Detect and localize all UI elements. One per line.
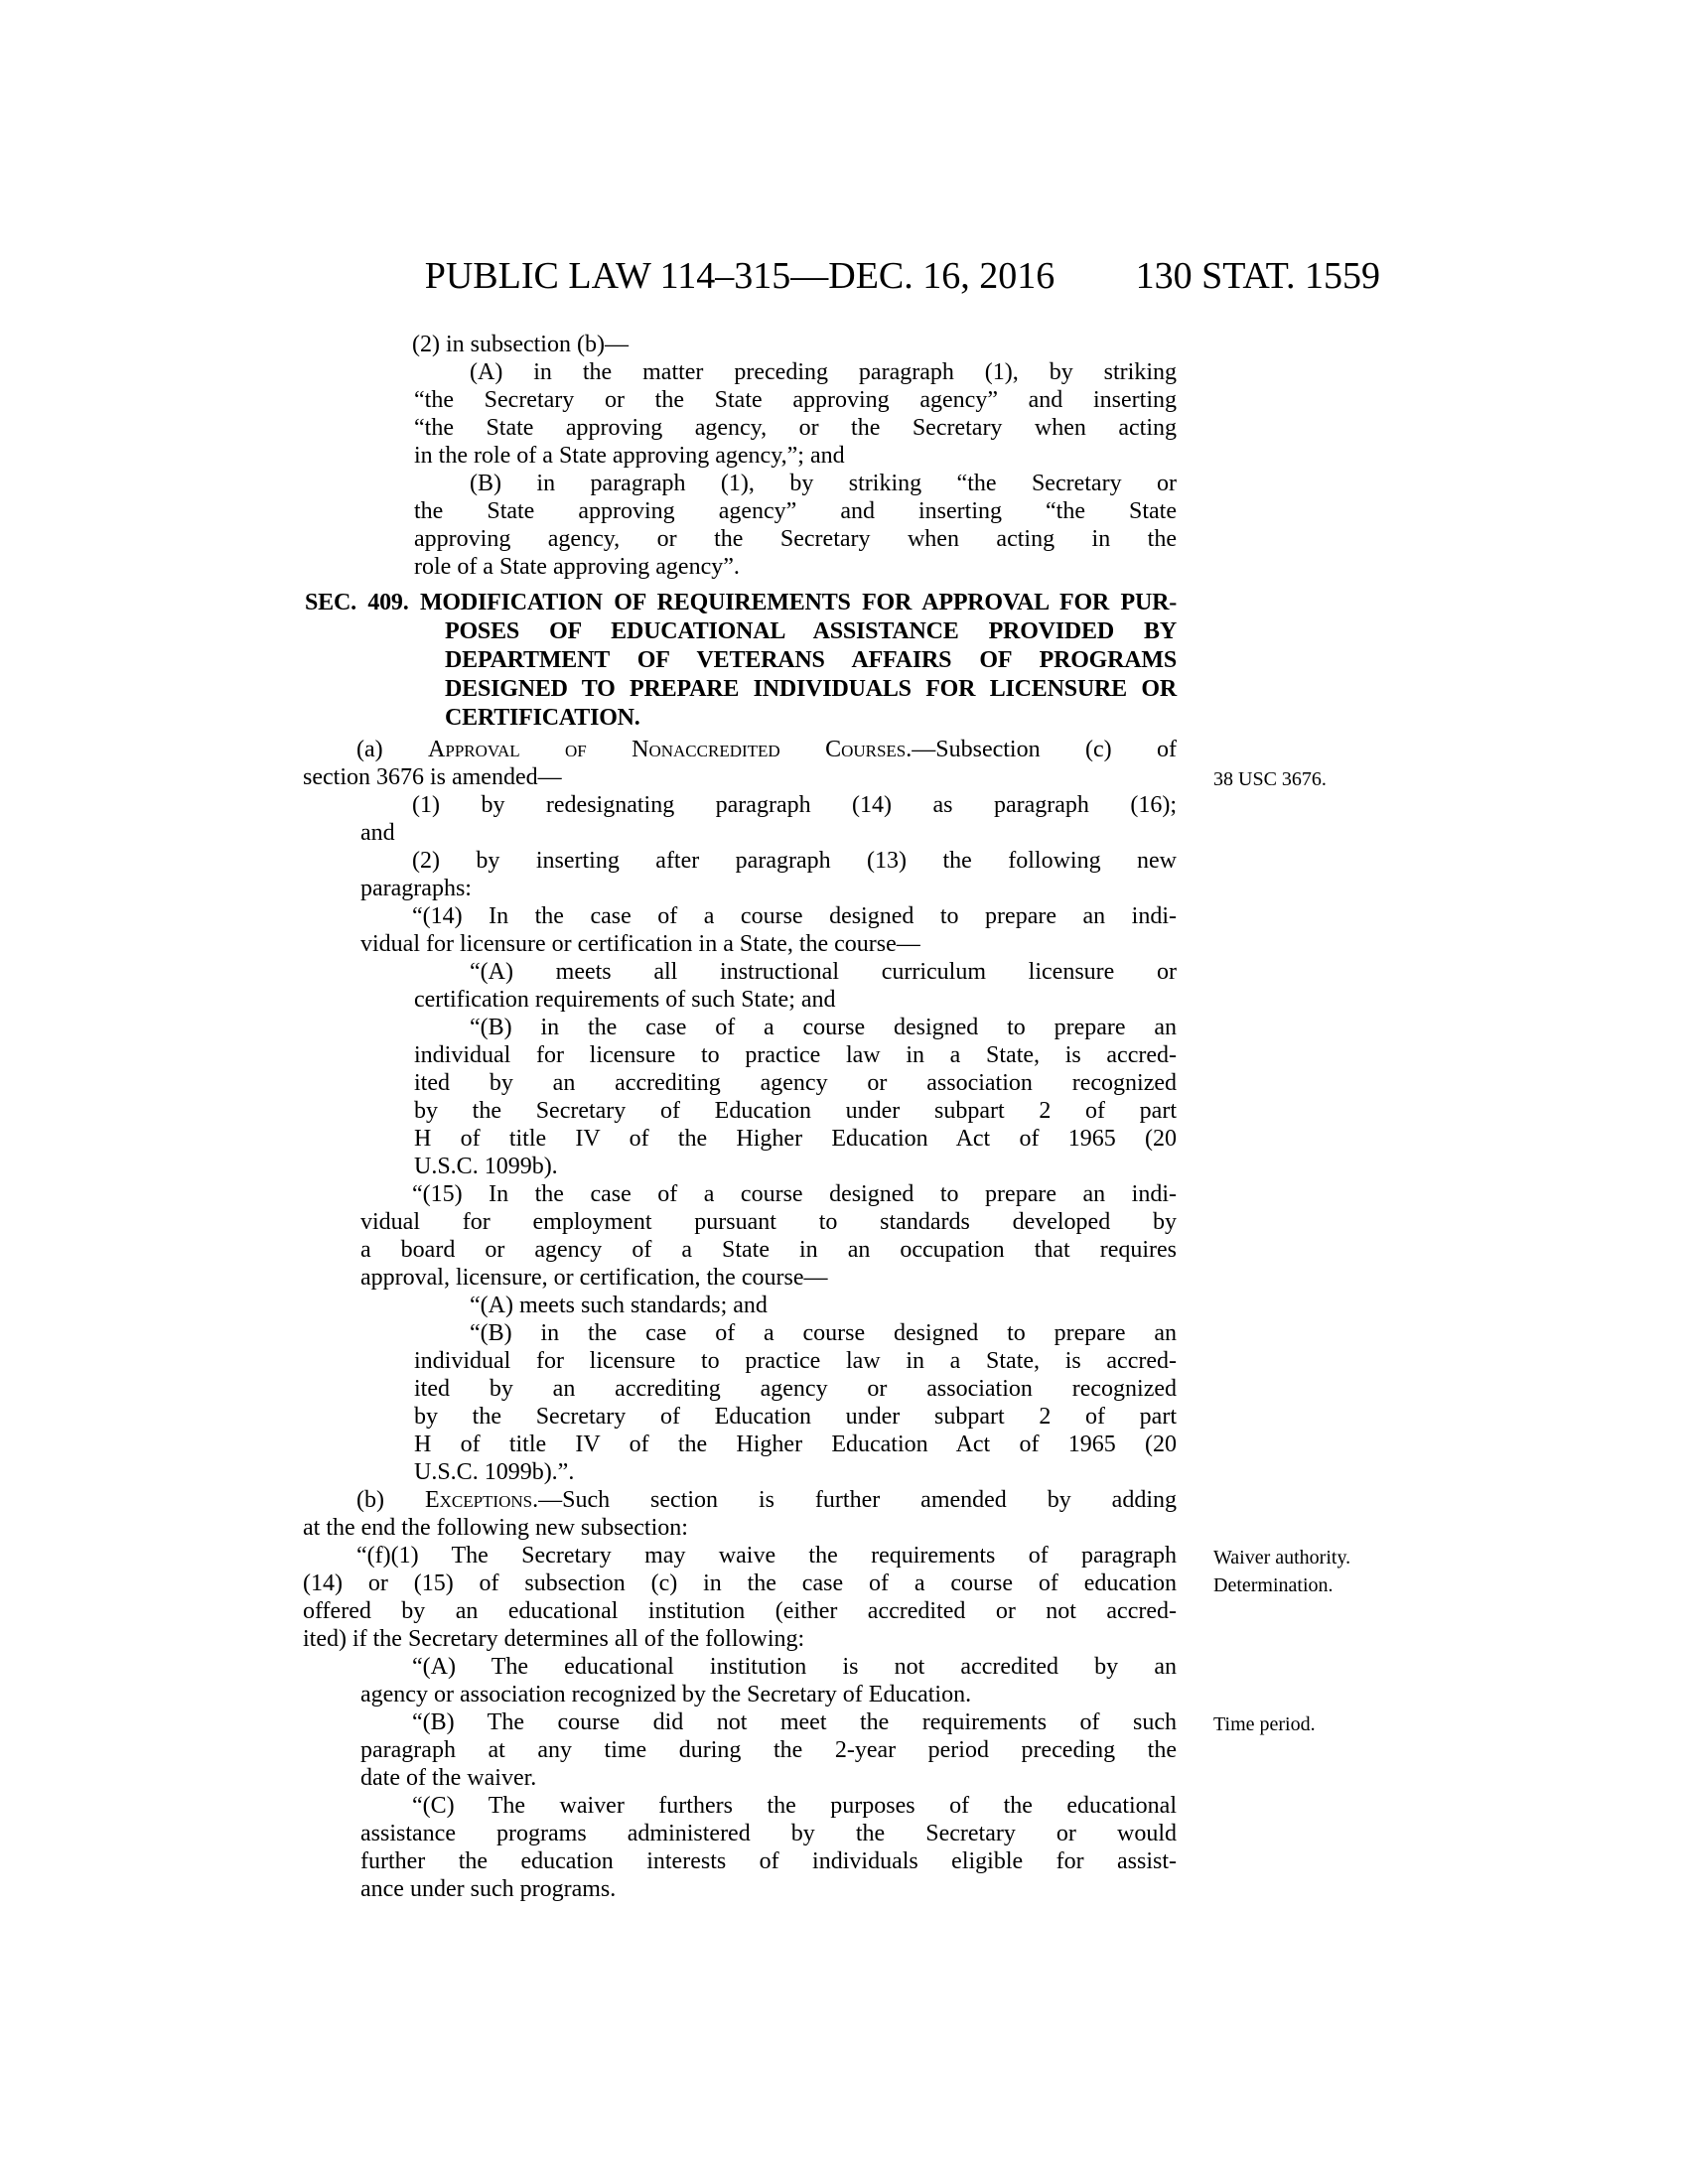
paragraph-subsec-a-2	[360, 847, 1177, 902]
margin-note-line: 38 USC 3676.	[1213, 768, 1327, 790]
text-line: SEC. 409. MODIFICATION OF REQUIREMENTS FOR APPROVAL FOR PUR-	[305, 590, 1177, 615]
statute-text-column	[303, 331, 1351, 1903]
text-line: “the State approving agency, or the Secretary when acting	[414, 415, 1177, 441]
text-line: ited) if the Secretary determines all of the following:	[303, 1626, 805, 1652]
text-line: “(15) In the case of a course designed to prepare an indi-	[412, 1181, 1177, 1207]
small-caps-text: Approval of Nonaccredited Courses	[428, 737, 907, 762]
text-line: paragraphs:	[360, 876, 472, 901]
text-line: POSES OF EDUCATIONAL ASSISTANCE PROVIDED BY	[445, 618, 1177, 644]
text-line: paragraph at any time during the 2-year period preceding the	[360, 1737, 1177, 1763]
text-line: section 3676 is amended—	[303, 764, 562, 790]
margin-note-line: Waiver authority.	[1213, 1547, 1351, 1569]
text-line: (A) in the matter preceding paragraph (1), by striking	[470, 359, 1177, 385]
margin-note	[1213, 1544, 1422, 1599]
text-line: by the Secretary of Education under subpart 2 of part	[414, 1404, 1177, 1430]
paragraph-amend-2-A	[414, 358, 1177, 470]
text-line: agency or association recognized by the Secretary of Education.	[360, 1682, 972, 1707]
text-line	[303, 736, 1177, 763]
text-line: approving agency, or the Secretary when acting in the	[414, 526, 1177, 552]
text-line: U.S.C. 1099b).	[414, 1154, 558, 1179]
text-line: “(B) in the case of a course designed to prepare an	[470, 1015, 1177, 1040]
text-line: ited by an accrediting agency or association recognized	[414, 1376, 1177, 1402]
text-line: H of title IV of the Higher Education Act of 1965 (20	[414, 1432, 1177, 1457]
text-line: ited by an accrediting agency or association recognized	[414, 1070, 1177, 1096]
text-line: offered by an educational institution (either accredited or not accred-	[303, 1598, 1177, 1624]
paragraph-quoted-14	[360, 902, 1177, 958]
paragraph-quoted-f-A	[360, 1653, 1177, 1708]
running-head	[303, 256, 1380, 300]
paragraph-quoted-f-C	[360, 1792, 1177, 1903]
running-head-stat-number: 130 STAT. 1559	[1135, 255, 1380, 297]
paragraph-quoted-15	[360, 1180, 1177, 1292]
text-line: further the education interests of individuals eligible for assist-	[360, 1848, 1177, 1874]
paragraph-amend-2-B	[414, 470, 1177, 581]
margin-note	[1213, 1710, 1422, 1738]
text-line: ance under such programs.	[360, 1876, 617, 1902]
text-line: “(A) meets all instructional curriculum licensure or	[470, 959, 1177, 985]
text-line: the State approving agency” and inserting “the State	[414, 498, 1177, 524]
text-line: assistance programs administered by the Secretary or would	[360, 1821, 1177, 1846]
paragraph-subsec-a-1	[360, 791, 1177, 847]
text-line: (14) or (15) of subsection (c) in the case of a course of education	[303, 1570, 1177, 1596]
text-line: DESIGNED TO PREPARE INDIVIDUALS FOR LICENSURE OR	[445, 676, 1177, 702]
paragraph-subsec-a	[303, 736, 1327, 791]
paragraph-amend-2-intro	[360, 331, 1177, 358]
margin-note-line: Determination.	[1213, 1574, 1334, 1596]
text-line: individual for licensure to practice law in a State, is accred-	[414, 1348, 1177, 1374]
text-line: DEPARTMENT OF VETERANS AFFAIRS OF PROGRAMS	[445, 647, 1177, 673]
margin-note	[1213, 765, 1422, 793]
text-segment: (b)	[356, 1487, 425, 1513]
text-line: and	[360, 820, 395, 846]
text-line: “(A) The educational institution is not accredited by an	[412, 1654, 1177, 1680]
text-line: U.S.C. 1099b).”.	[414, 1459, 575, 1485]
paragraph-quoted-15-B	[414, 1319, 1177, 1486]
text-line: CERTIFICATION.	[445, 705, 640, 731]
text-line: approval, licensure, or certification, the course—	[360, 1265, 828, 1291]
text-line: certification requirements of such State; and	[414, 987, 836, 1013]
text-line: “(B) in the case of a course designed to prepare an	[470, 1320, 1177, 1346]
text-line: “(B) The course did not meet the requirements of such	[412, 1709, 1177, 1735]
text-line: at the end the following new subsection:	[303, 1515, 688, 1541]
text-line: vidual for licensure or certification in a State, the course—	[360, 931, 920, 957]
text-line: role of a State approving agency”.	[414, 554, 740, 580]
text-line: a board or agency of a State in an occupation that requires	[360, 1237, 1177, 1263]
paragraph-quoted-14-A	[414, 958, 1177, 1014]
text-line: “(f)(1) The Secretary may waive the requirements of paragraph	[356, 1543, 1177, 1569]
text-line	[303, 1486, 1177, 1514]
section-heading	[305, 589, 1177, 733]
text-line: (1) by redesignating paragraph (14) as paragraph (16);	[412, 792, 1177, 818]
paragraph-quoted-f-B	[360, 1708, 1316, 1792]
paragraph-quoted-f-1	[303, 1542, 1351, 1653]
text-segment: .—Such section is further amended by adding	[532, 1487, 1178, 1513]
text-line: vidual for employment pursuant to standards developed by	[360, 1209, 1177, 1235]
text-line: “(C) The waiver furthers the purposes of the educational	[412, 1793, 1177, 1819]
text-line: by the Secretary of Education under subpart 2 of part	[414, 1098, 1177, 1124]
text-line: (2) in subsection (b)—	[412, 332, 629, 357]
text-line: “(14) In the case of a course designed to prepare an indi-	[412, 903, 1177, 929]
text-line: date of the waiver.	[360, 1765, 537, 1791]
text-line: “(A) meets such standards; and	[470, 1293, 768, 1318]
text-line: individual for licensure to practice law in a State, is accred-	[414, 1042, 1177, 1068]
paragraph-quoted-14-B	[414, 1014, 1177, 1180]
running-head-law-title: PUBLIC LAW 114–315—DEC. 16, 2016	[424, 255, 1055, 297]
small-caps-text: Exceptions	[424, 1487, 533, 1513]
text-line: H of title IV of the Higher Education Act of 1965 (20	[414, 1126, 1177, 1152]
paragraph-quoted-15-A	[414, 1292, 1177, 1319]
margin-note-line: Time period.	[1213, 1713, 1316, 1735]
text-line: “the Secretary or the State approving agency” and inserting	[414, 387, 1177, 413]
text-line: in the role of a State approving agency,”; and	[414, 443, 845, 469]
text-line: (B) in paragraph (1), by striking “the Secretary or	[470, 471, 1177, 496]
text-line: (2) by inserting after paragraph (13) the following new	[412, 848, 1177, 874]
text-segment: .—Subsection (c) of	[906, 737, 1177, 762]
text-segment: (a)	[356, 737, 429, 762]
paragraph-subsec-b	[303, 1486, 1177, 1542]
